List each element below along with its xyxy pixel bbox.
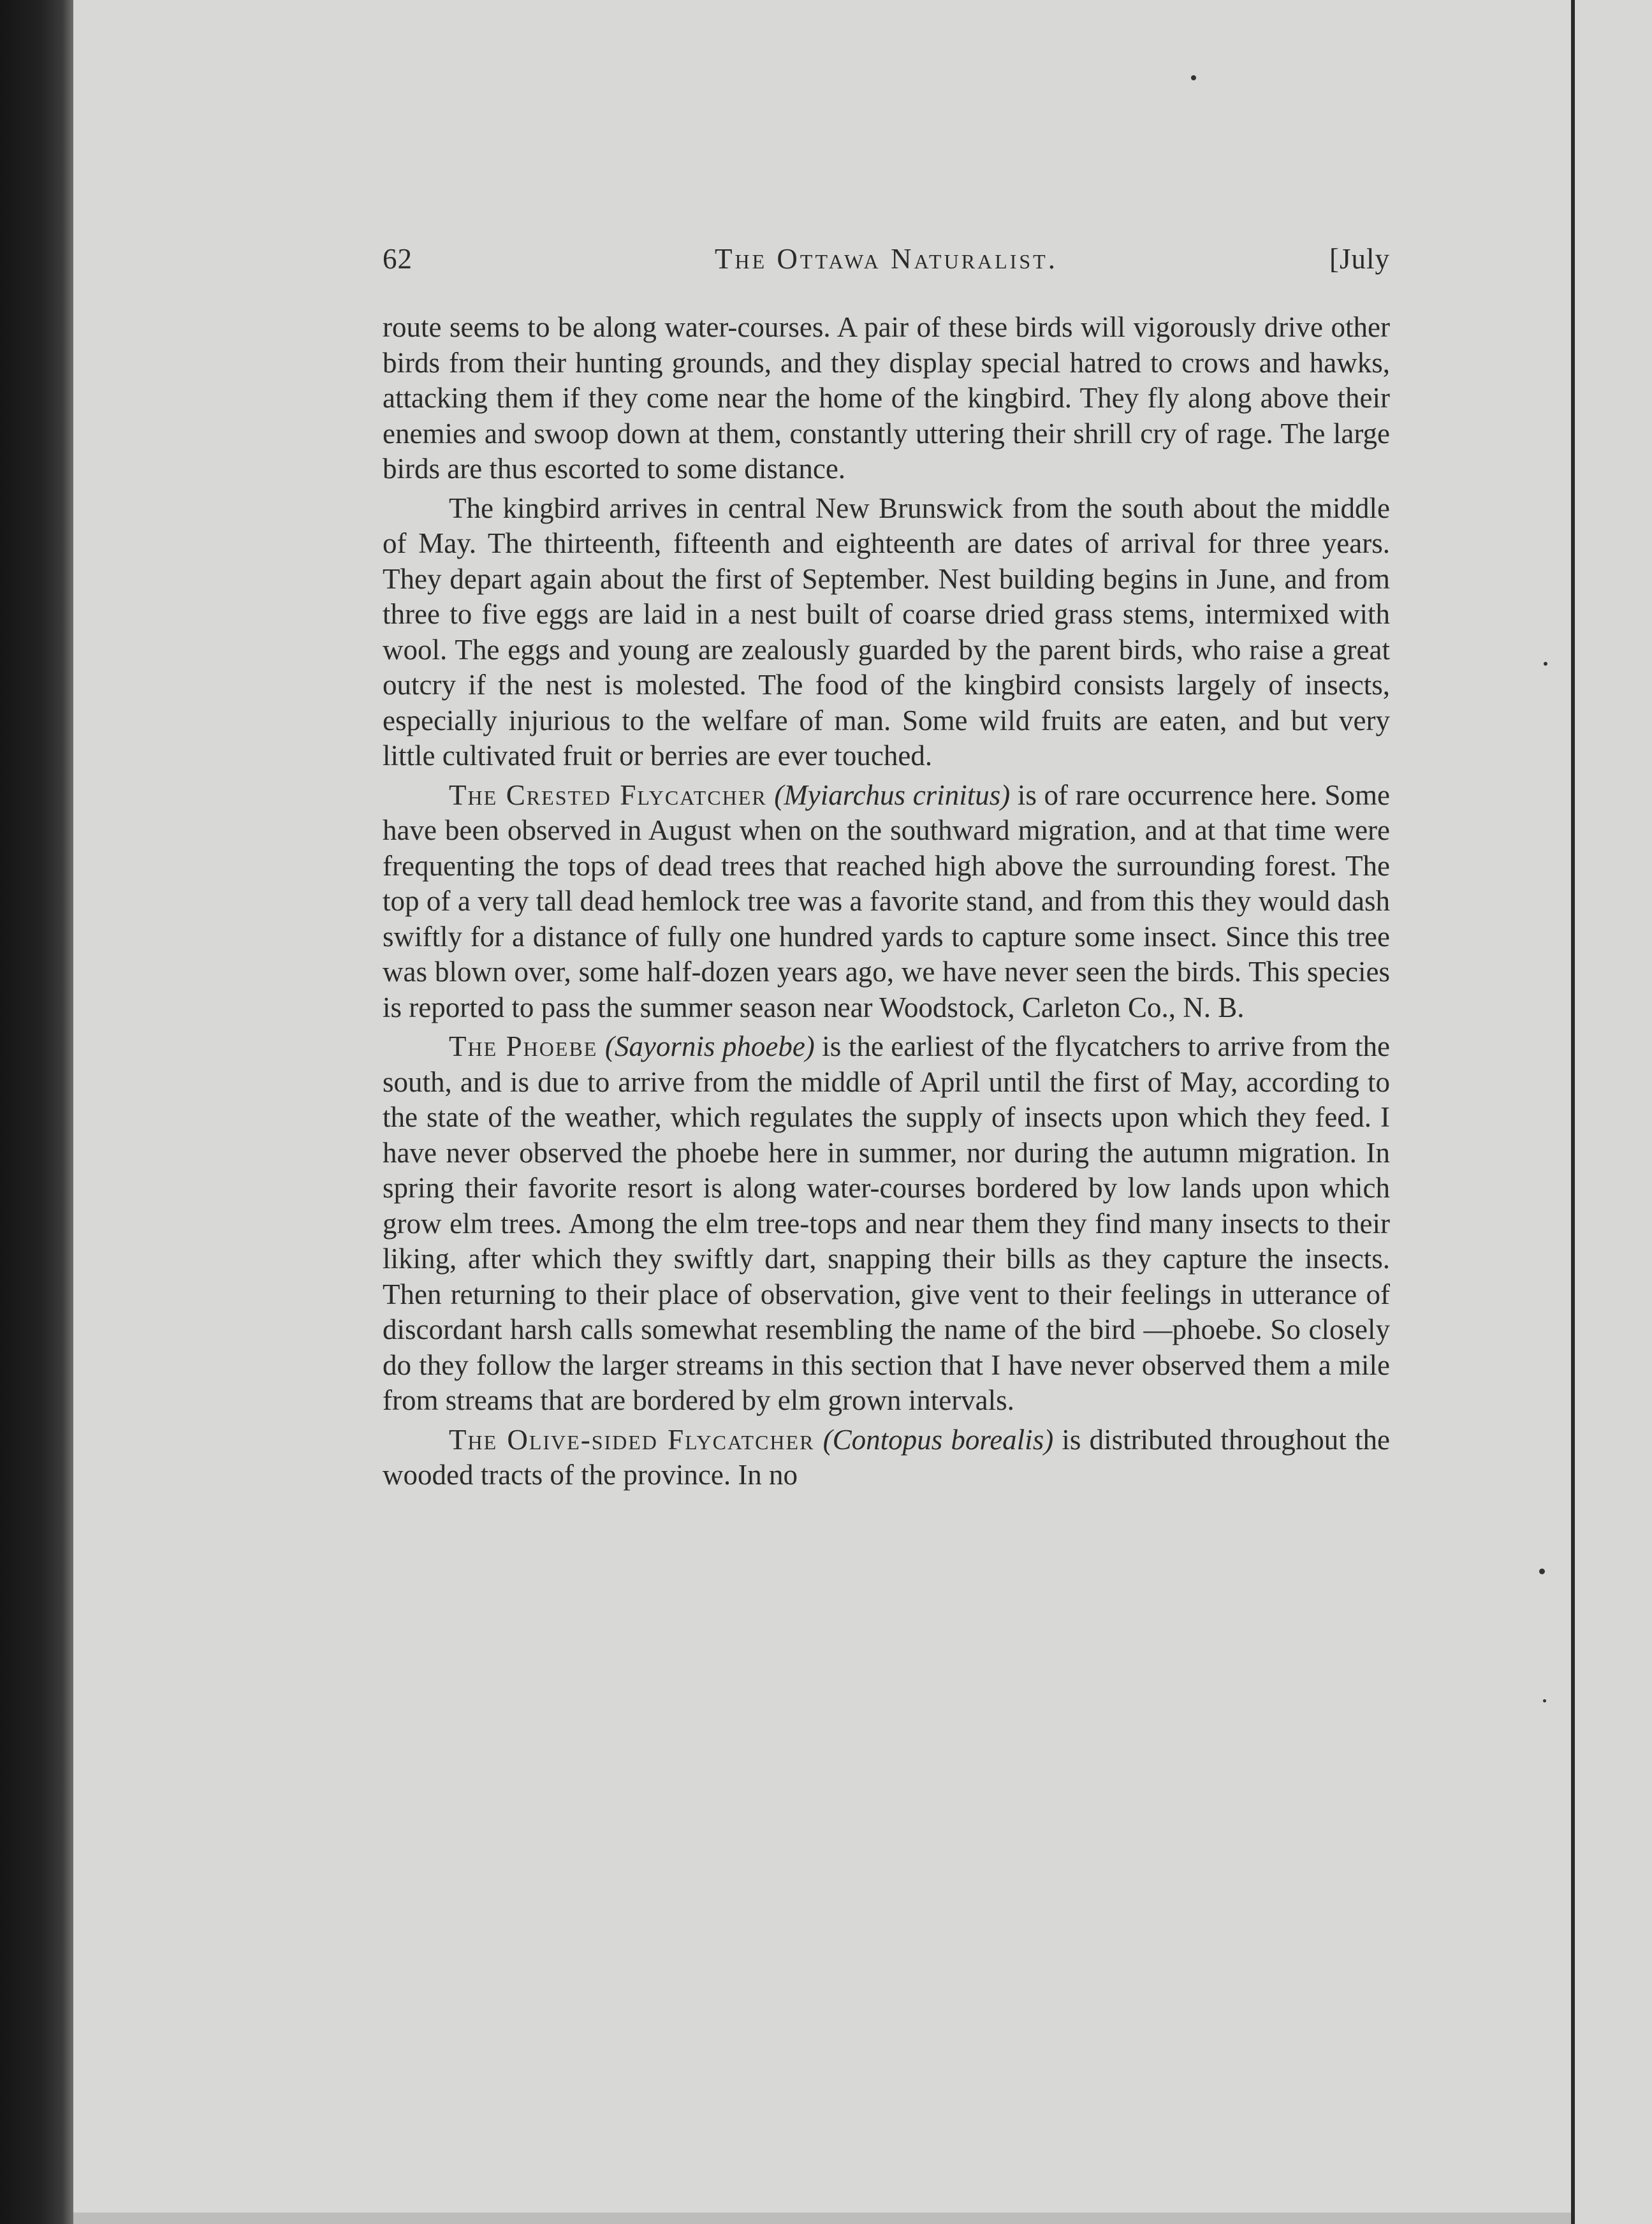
paragraph-kingbird-behavior [383, 310, 1390, 487]
page-number: 62 [383, 243, 413, 275]
paragraph-text: is distributed throughout the wooded tracts of the province. In no [383, 1423, 1390, 1491]
scan-speck [1539, 1569, 1545, 1574]
paragraph-text: is of rare occurrence here. Some have been observed in August when on the southward migration, and at that time were frequenting the tops of dead trees that reached high above the surrounding forest. The top of a very tall dead hemlock tree was a favorite stand, and from this they would dash swiftly for a distance of fully one hundred yards to capture some insect. Since this tree was blown over, some half-dozen years ago, we have never seen the birds. This species is reported to pass the summer season near Woodstock, Carleton Co., N. B. [383, 779, 1391, 1023]
scan-speck [1191, 75, 1196, 80]
scan-speck [1544, 662, 1547, 666]
page-text-block [383, 242, 1390, 1497]
issue-month: [July [1329, 243, 1390, 275]
paragraph-text: The kingbird arrives in central New Brunswick from the south about the middle of May. The thirteenth, fifteenth and eighteenth are dates of arrival for three years. They depart again about the first of September. Nest building begins in June, and from three to five eggs are laid in a nest built of coarse dried grass stems, intermixed with wool. The eggs and young are zealously guarded by the parent birds, who raise a great outcry if the nest is molested. The food of the kingbird consists largely of insects, especially injurious to the welfare of man. Some wild fruits are eaten, and but very little cultivated fruit or berries are ever touched. [383, 492, 1390, 772]
species-common-name: The Crested Flycatcher [449, 779, 767, 811]
scan-speck [1543, 1699, 1546, 1702]
species-scientific-name: (Sayornis phoebe) [604, 1030, 815, 1062]
running-head [383, 242, 1390, 282]
article-body [383, 310, 1390, 1493]
paragraph-phoebe [383, 1029, 1390, 1419]
paragraph-text: route seems to be along water-courses. A pair of these birds will vigorously drive other birds from their hunting grounds, and they display special hatred to crows and hawks, attacking them if they come near the home of the kingbird. They fly along above their enemies and swoop down at them, constantly uttering their shrill cry of rage. The large birds are thus escorted to some distance. [383, 311, 1390, 485]
book-binding-edge [0, 0, 73, 2224]
paragraph-kingbird-arrival [383, 491, 1390, 774]
page-bottom-edge [73, 2213, 1571, 2224]
species-scientific-name: (Myiarchus crinitus) [774, 779, 1011, 811]
species-scientific-name: (Contopus borealis) [822, 1423, 1054, 1456]
journal-title: The Ottawa Naturalist. [715, 243, 1058, 275]
adjacent-page-strip [1575, 0, 1652, 2224]
paragraph-olive-sided-flycatcher [383, 1423, 1390, 1493]
paragraph-text: is the earliest of the flycatchers to arrive from the south, and is due to arrive from the middle of April until the first of May, according to the state of the weather, which regulates the supply of insects upon which they feed. I have never observed the phoebe here in summer, nor during the autumn migration. In spring their favorite resort is along water-courses bordered by low lands upon which grow elm trees. Among the elm tree-tops and near them they find many insects to their liking, after which they swiftly dart, snapping their bills as they capture the insects. Then returning to their place of observation, give vent to their feelings in utterance of discordant harsh calls somewhat resembling the name of the bird —phoebe. So closely do they follow the larger streams in this section that I have never observed them a mile from streams that are bordered by elm grown intervals. [383, 1030, 1391, 1416]
paragraph-crested-flycatcher [383, 778, 1390, 1026]
species-common-name: The Phoebe [449, 1030, 598, 1062]
species-common-name: The Olive-sided Flycatcher [449, 1423, 815, 1456]
